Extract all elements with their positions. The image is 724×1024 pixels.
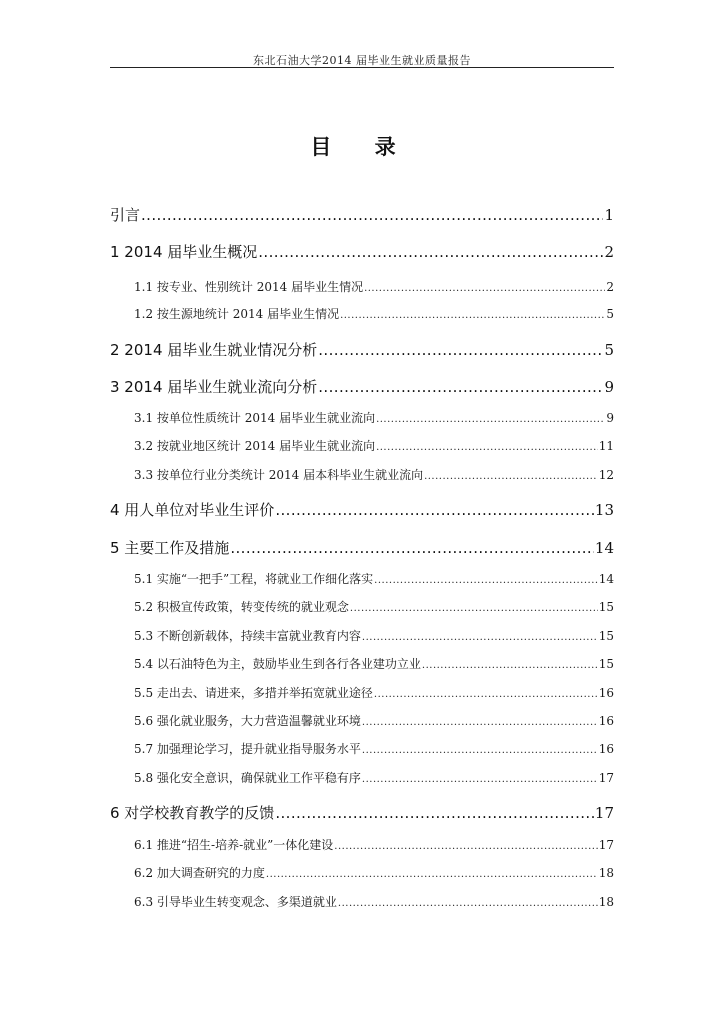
- toc-leader: [374, 572, 598, 586]
- toc-entry[interactable]: [110, 339, 614, 360]
- toc-entry-label: 3.3 按单位行业分类统计 2014 届本科毕业生就业流向: [134, 468, 424, 482]
- toc-entry-label: 2 2014 届毕业生就业情况分析: [110, 341, 318, 359]
- toc-entry[interactable]: [134, 836, 614, 853]
- toc-entry-page: 17: [594, 804, 614, 822]
- toc-entry-label: 4 用人单位对毕业生评价: [110, 501, 275, 519]
- toc-entry[interactable]: [110, 802, 614, 823]
- toc-entry[interactable]: [110, 241, 614, 262]
- toc-entry[interactable]: [134, 570, 614, 587]
- toc-entry[interactable]: [134, 684, 614, 701]
- toc-entry[interactable]: [134, 409, 614, 426]
- toc-entry-label: 1.2 按生源地统计 2014 届毕业生情况: [134, 307, 340, 321]
- toc-entry-label: 1 2014 届毕业生概况: [110, 243, 258, 261]
- toc-entry-page: 2: [606, 280, 614, 294]
- toc-entry-label: 5.2 积极宣传政策，转变传统的就业观念: [134, 600, 349, 614]
- toc-leader: [374, 686, 598, 700]
- toc-leader: [376, 411, 605, 425]
- toc-entry[interactable]: [134, 278, 614, 295]
- toc-entry-page: 14: [594, 539, 614, 557]
- toc-entry[interactable]: [110, 537, 614, 558]
- toc-entry[interactable]: [134, 893, 614, 910]
- toc-leader: [364, 280, 605, 294]
- toc-entry-page: 16: [598, 742, 614, 756]
- toc-entry-label: 3.2 按就业地区统计 2014 届毕业生就业流向: [134, 439, 376, 453]
- toc-entry-label: 5.6 强化就业服务，大力营造温馨就业环境: [134, 714, 361, 728]
- toc-leader: [275, 501, 594, 519]
- toc-entry-label: 6.1 推进“招生-培养-就业”一体化建设: [134, 838, 334, 852]
- toc-entry-page: 9: [604, 378, 614, 396]
- toc-entry-label: 6 对学校教育教学的反馈: [110, 804, 275, 822]
- toc-entry-page: 18: [598, 895, 614, 909]
- toc-entry-label: 1.1 按专业、性别统计 2014 届毕业生情况: [134, 280, 364, 294]
- toc-entry[interactable]: [134, 864, 614, 881]
- toc-entry[interactable]: [134, 466, 614, 483]
- toc-leader: [340, 307, 605, 321]
- toc-entry-page: 12: [598, 468, 614, 482]
- toc-entry[interactable]: [110, 204, 614, 225]
- toc-entry[interactable]: [134, 305, 614, 322]
- toc-entry-page: 13: [594, 501, 614, 519]
- page-header: 东北石油大学2014 届毕业生就业质量报告: [253, 54, 471, 67]
- toc-entry[interactable]: [134, 712, 614, 729]
- toc-entry-page: 17: [598, 838, 614, 852]
- toc-entry-label: 3.1 按单位性质统计 2014 届毕业生就业流向: [134, 411, 376, 425]
- toc-leader: [318, 378, 603, 396]
- toc-leader: [338, 895, 598, 909]
- toc-leader: [376, 439, 598, 453]
- toc-entry-label: 6.3 引导毕业生转变观念、多渠道就业: [134, 895, 337, 909]
- toc-entry-page: 16: [598, 686, 614, 700]
- toc-leader: [422, 657, 598, 671]
- toc-leader: [334, 838, 597, 852]
- toc-leader: [362, 629, 598, 643]
- toc-leader: [275, 804, 594, 822]
- toc-entry-page: 5: [606, 307, 614, 321]
- toc-entry-label: 5.1 实施“一把手”工程，将就业工作细化落实: [134, 572, 374, 586]
- toc-entry-page: 14: [598, 572, 614, 586]
- toc-entry-label: 5.3 不断创新载体，持续丰富就业教育内容: [134, 629, 361, 643]
- toc-leader: [362, 771, 598, 785]
- toc-leader: [362, 742, 598, 756]
- toc-entry[interactable]: [134, 655, 614, 672]
- toc-leader: [350, 600, 598, 614]
- toc-leader: [362, 714, 598, 728]
- toc-entry[interactable]: [134, 598, 614, 615]
- toc-title: 目 录: [310, 135, 414, 159]
- toc-entry-label: 5 主要工作及措施: [110, 539, 230, 557]
- toc-entry[interactable]: [134, 627, 614, 644]
- toc-entry-label: 5.5 走出去、请进来，多措并举拓宽就业途径: [134, 686, 373, 700]
- toc-entry-page: 15: [598, 657, 614, 671]
- toc-entry-page: 15: [598, 600, 614, 614]
- toc-entry[interactable]: [110, 499, 614, 520]
- toc-entry-page: 16: [598, 714, 614, 728]
- toc-leader: [258, 243, 603, 261]
- toc-entry-label: 5.8 强化安全意识，确保就业工作平稳有序: [134, 771, 361, 785]
- toc-entry-label: 3 2014 届毕业生就业流向分析: [110, 378, 318, 396]
- toc-entry-page: 9: [606, 411, 614, 425]
- toc-entry-page: 15: [598, 629, 614, 643]
- toc-entry[interactable]: [134, 769, 614, 786]
- toc-leader: [230, 539, 594, 557]
- toc-entry-label: 5.7 加强理论学习，提升就业指导服务水平: [134, 742, 361, 756]
- toc-entry[interactable]: [134, 740, 614, 757]
- toc-entry-page: 2: [604, 243, 614, 261]
- toc-leader: [141, 206, 603, 224]
- toc-entry-page: 11: [598, 439, 614, 453]
- toc-entry-page: 18: [598, 866, 614, 880]
- toc-entry-label: 6.2 加大调查研究的力度: [134, 866, 265, 880]
- toc-entry-page: 17: [598, 771, 614, 785]
- toc-entry-page: 1: [604, 206, 614, 224]
- toc-entry-page: 5: [604, 341, 614, 359]
- toc-leader: [318, 341, 603, 359]
- toc-leader: [424, 468, 598, 482]
- toc-entry[interactable]: [110, 376, 614, 397]
- toc-entry[interactable]: [134, 437, 614, 454]
- toc-leader: [266, 866, 598, 880]
- toc-entry-label: 5.4 以石油特色为主，鼓励毕业生到各行各业建功立业: [134, 657, 421, 671]
- toc-entry-label: 引言: [110, 206, 141, 224]
- header-divider: [110, 67, 614, 68]
